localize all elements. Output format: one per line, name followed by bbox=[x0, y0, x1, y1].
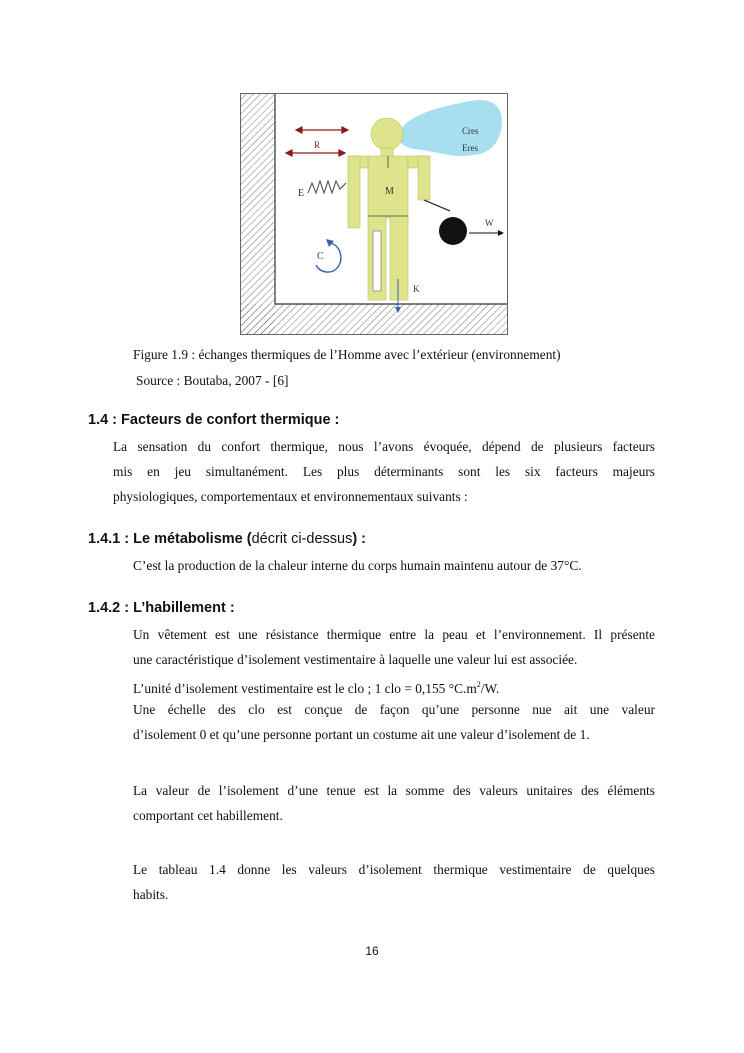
paragraph-line: La sensation du confort thermique, nous l’avons évoquée, dépend de plusieurs facteurs bbox=[113, 439, 655, 454]
heading-normal-part: décrit ci-dessus bbox=[251, 531, 353, 547]
e-label: E bbox=[298, 188, 305, 199]
metabolism-text: C’est la production de la chaleur interne du corps humain maintenu autour de 37°C. bbox=[133, 558, 582, 573]
paragraph-line: mis en jeu simultanément. Les plus déterminants sont les six facteurs majeurs bbox=[113, 464, 655, 479]
figure-source: Source : Boutaba, 2007 - [6] bbox=[136, 373, 289, 388]
clo-unit-line bbox=[133, 672, 655, 697]
k-label: K bbox=[413, 284, 420, 294]
wall-hatch bbox=[241, 94, 275, 334]
paragraph-line: La valeur de l’isolement d’une tenue est la somme des valeurs unitaires des éléments bbox=[133, 783, 655, 798]
c-label: C bbox=[317, 251, 324, 262]
figure-caption: Figure 1.9 : échanges thermiques de l’Homme avec l’extérieur (environnement) bbox=[133, 347, 561, 362]
thermal-exchange-figure bbox=[240, 93, 508, 335]
section-heading-1-4: 1.4 : Facteurs de confort thermique : bbox=[88, 412, 340, 428]
paragraph-line: Un vêtement est une résistance thermique entre la peau et l’environnement. Il présente bbox=[133, 627, 655, 642]
clo-unit-end: /W. bbox=[480, 681, 500, 696]
table-reference-paragraph bbox=[133, 857, 655, 907]
section-heading-1-4-1 bbox=[88, 531, 366, 547]
m-label: M bbox=[385, 186, 394, 197]
paragraph-line: habits. bbox=[133, 887, 169, 902]
heading-bold-part: 1.4.1 : Le métabolisme ( bbox=[88, 531, 252, 547]
w-label: W bbox=[485, 218, 494, 228]
clo-unit-superscript: 2 bbox=[476, 680, 481, 689]
clo-unit-text: L’unité d’isolement vestimentaire est le clo ; 1 clo = 0,155 °C.m bbox=[133, 681, 477, 696]
paragraph-line: comportant cet habillement. bbox=[133, 808, 283, 823]
paragraph-line: Une échelle des clo est conçue de façon qu’une personne nue ait une valeur bbox=[133, 702, 655, 717]
paragraph-line: physiologiques, comportementaux et environnementaux suivants : bbox=[113, 489, 468, 504]
weight-ball bbox=[439, 217, 467, 245]
section-1-4-paragraph bbox=[113, 434, 655, 509]
sum-paragraph bbox=[133, 778, 655, 828]
floor-hatch bbox=[241, 304, 507, 334]
clothing-paragraph bbox=[133, 622, 655, 747]
r-label: R bbox=[314, 140, 321, 150]
section-heading-1-4-2: 1.4.2 : L’habillement : bbox=[88, 600, 235, 616]
paragraph-line: d’isolement 0 et qu’une personne portant un costume ait une valeur d’isolement de 1. bbox=[133, 727, 590, 742]
paragraph-line: une caractéristique d’isolement vestimentaire à laquelle une valeur lui est associée. bbox=[133, 652, 578, 667]
page-number: 16 bbox=[365, 944, 379, 958]
eres-label: Eres bbox=[462, 143, 478, 153]
heading-end-part: ) : bbox=[352, 531, 367, 547]
paragraph-line: Le tableau 1.4 donne les valeurs d’isolement thermique vestimentaire de quelques bbox=[133, 862, 655, 877]
cres-label: Cres bbox=[462, 126, 479, 136]
